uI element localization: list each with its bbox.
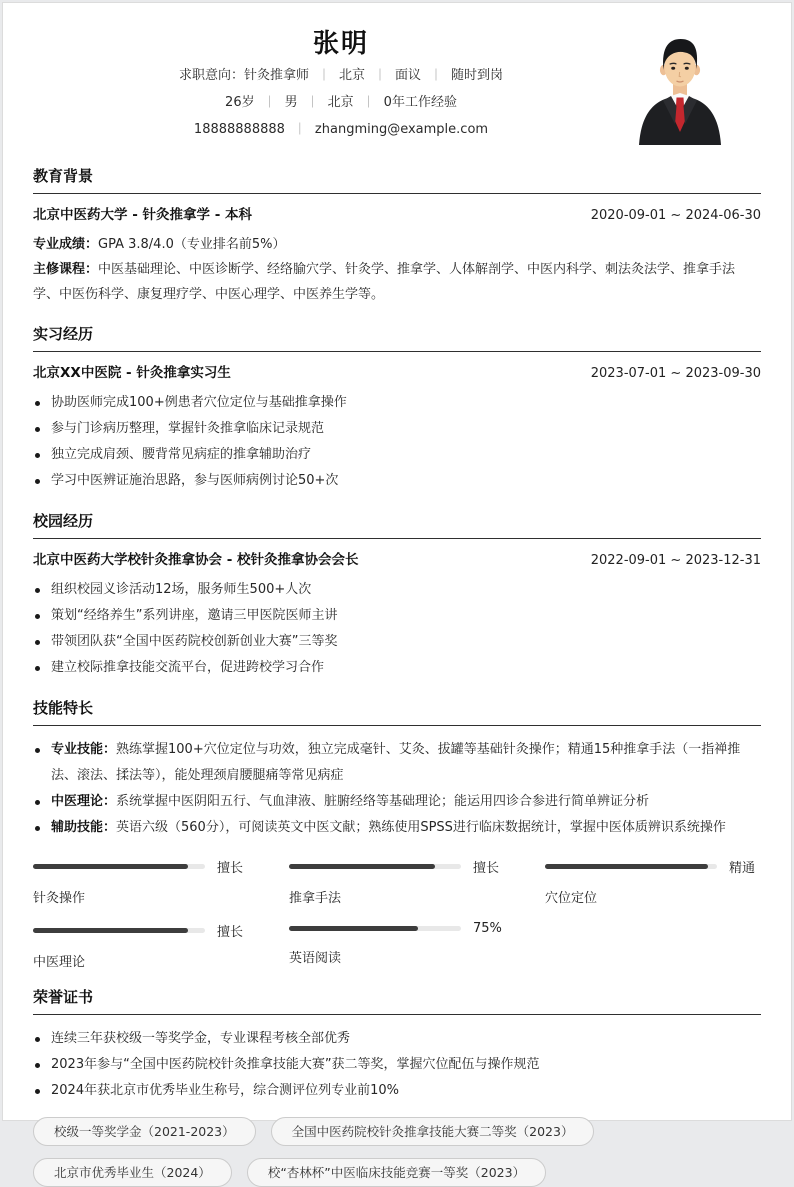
skill-bars-grid: [33, 857, 761, 970]
bullet-text: 协助医师完成100+例患者穴位定位与基础推拿操作: [51, 395, 347, 410]
skill-level-label: 擅长: [217, 861, 244, 876]
bullet-dot-icon: [35, 800, 40, 805]
separator: ｜: [317, 68, 330, 82]
separator: ｜: [373, 68, 386, 82]
section-campus: [33, 512, 761, 681]
section-heading-campus: 校园经历: [33, 512, 761, 539]
bullet-dot-icon: [35, 1037, 40, 1042]
bullet-item: [33, 655, 761, 681]
bullet-item: [33, 577, 761, 603]
skill-bar: [289, 857, 505, 906]
bullet-dot-icon: [35, 748, 40, 753]
section-heading-skills: 技能特长: [33, 699, 761, 726]
education-entry-title: 北京中医药大学 - 针灸推拿学 - 本科: [33, 207, 253, 223]
skill-bar-line: [289, 921, 505, 936]
bullet-item: [33, 815, 761, 841]
section-honors: [33, 988, 761, 1187]
bullet-item: [33, 629, 761, 655]
honor-badge: 校级一等奖学金（2021-2023）: [33, 1117, 256, 1146]
info-row: 主修课程：中医基础理论、中医诊断学、经络腧穴学、针灸学、推拿学、人体解剖学、中医内科学、刺法灸法学、推拿手法学、中医伤科学、康复理疗学、中医心理学、中医养生学等。: [33, 262, 736, 302]
bullet-item: [33, 390, 761, 416]
bullet-dot-icon: [35, 479, 40, 484]
contact-item: 0年工作经验: [383, 95, 457, 110]
skills-bullet-list: [33, 737, 761, 841]
bullet-item: [33, 737, 761, 789]
contact-item: 面议: [395, 68, 422, 83]
section-heading-education: 教育背景: [33, 167, 761, 194]
bullet-text: 参与门诊病历整理，掌握针灸推拿临床记录规范: [51, 421, 325, 436]
bullet-item: [33, 416, 761, 442]
section-education: [33, 167, 761, 307]
info-label: 专业成绩：: [33, 237, 99, 252]
basic-info-line: [33, 90, 649, 115]
separator: ｜: [306, 95, 319, 109]
skill-name: 推拿手法: [289, 891, 342, 906]
skill-level-label: 擅长: [473, 861, 500, 876]
internship-entry-head: [33, 363, 761, 383]
skill-bar-fill: [33, 928, 188, 933]
contact-item: 26岁: [225, 95, 255, 110]
honor-badges: [33, 1117, 761, 1187]
skill-name: 中医理论: [33, 955, 86, 970]
bullet-text: 2023年参与“全国中医药院校针灸推拿技能大赛”获二等奖，掌握穴位配伍与操作规范: [51, 1057, 540, 1072]
bullet-text: 中医理论：系统掌握中医阴阳五行、气血津液、脏腑经络等基础理论；能运用四诊合参进行简单辨证分析: [51, 794, 650, 809]
contact-item: zhangming@example.com: [314, 122, 489, 137]
honor-badge: 校“杏林杯”中医临床技能竞赛一等奖（2023）: [247, 1158, 546, 1187]
contact-item: 北京: [327, 95, 354, 110]
campus-entry-title: 北京中医药大学校针灸推拿协会 - 校针灸推拿协会会长: [33, 552, 359, 568]
bullet-label: 专业技能：: [51, 742, 117, 757]
bullet-dot-icon: [35, 640, 40, 645]
bullet-dot-icon: [35, 588, 40, 593]
skill-bar-line: [289, 857, 505, 876]
section-skills: [33, 699, 761, 970]
skill-bar-track: [33, 928, 205, 933]
skill-bar-track: [545, 864, 717, 869]
bullet-text: 独立完成肩颈、腰背常见病症的推拿辅助治疗: [51, 447, 312, 462]
bullet-text: 2024年获北京市优秀毕业生称号，综合测评位列专业前10%: [51, 1083, 399, 1098]
profile-photo: [632, 30, 728, 145]
bullet-item: [33, 789, 761, 815]
contact-item: 求职意向：针灸推拿师: [178, 68, 309, 83]
bullet-dot-icon: [35, 666, 40, 671]
bullet-text: 组织校园义诊活动12场，服务师生500+人次: [51, 582, 312, 597]
bullet-dot-icon: [35, 401, 40, 406]
section-internship: [33, 325, 761, 494]
portrait-illustration: [632, 30, 728, 145]
separator: ｜: [263, 95, 276, 109]
bullet-item: [33, 442, 761, 468]
bullet-dot-icon: [35, 826, 40, 831]
contact-item: 男: [284, 95, 298, 110]
education-detail-rows: [33, 232, 761, 307]
skill-bar-fill: [289, 864, 435, 869]
bullet-dot-icon: [35, 427, 40, 432]
education-entry-date: 2020-09-01 ~ 2024-06-30: [590, 208, 761, 223]
bullet-dot-icon: [35, 453, 40, 458]
resume-page: [2, 2, 792, 1180]
skill-name: 英语阅读: [289, 951, 342, 966]
internship-entry-title: 北京XX中医院 - 针灸推拿实习生: [33, 365, 231, 381]
skill-bar-fill: [33, 864, 188, 869]
skill-bar: [289, 921, 505, 970]
resume-header: [33, 27, 761, 149]
bullet-text: 带领团队获“全国中医药院校创新创业大赛”三等奖: [51, 634, 338, 649]
honor-badge: 北京市优秀毕业生（2024）: [33, 1158, 232, 1187]
contact-line: [33, 117, 649, 142]
separator: ｜: [362, 95, 375, 109]
skill-bar-line: [33, 921, 249, 940]
candidate-name: 张明: [312, 29, 369, 59]
skill-level-label: 75%: [473, 921, 502, 936]
skill-bar-fill: [545, 864, 708, 869]
skill-bar-track: [289, 926, 461, 931]
campus-entry-date: 2022-09-01 ~ 2023-12-31: [590, 553, 761, 568]
bullet-text: 专业技能：熟练掌握100+穴位定位与功效，独立完成毫针、艾灸、拔罐等基础针灸操作；精通15种推拿手法（一指禅推法、滚法、揉法等），能处理颈肩腰腿痛等常见病症: [51, 742, 741, 783]
info-label: 主修课程：: [33, 262, 99, 277]
campus-bullet-list: [33, 577, 761, 681]
internship-entry-date: 2023-07-01 ~ 2023-09-30: [590, 366, 761, 381]
bullet-text: 辅助技能：英语六级（560分），可阅读英文中医文献；熟练使用SPSS进行临床数据统计，掌握中医体质辨识系统操作: [51, 820, 726, 835]
internship-bullet-list: [33, 390, 761, 494]
contact-item: 随时到岗: [451, 68, 504, 83]
skill-bar: [33, 857, 249, 906]
contact-item: 18888888888: [193, 122, 285, 137]
skill-name: 穴位定位: [545, 891, 598, 906]
skill-name: 针灸操作: [33, 891, 86, 906]
bullet-dot-icon: [35, 614, 40, 619]
skill-level-label: 擅长: [217, 925, 244, 940]
skill-bar: [545, 857, 761, 906]
section-heading-honors: 荣誉证书: [33, 988, 761, 1015]
bullet-item: [33, 1078, 761, 1104]
bullet-dot-icon: [35, 1063, 40, 1068]
bullet-item: [33, 1052, 761, 1078]
skill-bar: [33, 921, 249, 970]
skill-bar-line: [33, 857, 249, 876]
bullet-text: 学习中医辨证施治思路，参与医师病例讨论50+次: [51, 473, 339, 488]
bullet-dot-icon: [35, 1089, 40, 1094]
bullet-text: 连续三年获校级一等奖学金，专业课程考核全部优秀: [51, 1031, 351, 1046]
contact-item: 北京: [338, 68, 365, 83]
skill-bar-line: [545, 857, 761, 876]
skill-bar-track: [33, 864, 205, 869]
bullet-item: [33, 1026, 761, 1052]
education-entry-head: [33, 205, 761, 225]
skill-bar-fill: [289, 926, 418, 931]
bullet-text: 策划“经络养生”系列讲座，邀请三甲医院医师主讲: [51, 608, 338, 623]
separator: ｜: [293, 122, 306, 136]
separator: ｜: [430, 68, 443, 82]
bullet-text: 建立校际推拿技能交流平台，促进跨校学习合作: [51, 660, 325, 675]
bullet-label: 辅助技能：: [51, 820, 117, 835]
honors-bullet-list: [33, 1026, 761, 1104]
info-row: 专业成绩：GPA 3.8/4.0（专业排名前5%）: [33, 237, 286, 252]
campus-entry-head: [33, 550, 761, 570]
bullet-label: 中医理论：: [51, 794, 117, 809]
job-intention-line: [33, 63, 649, 88]
skill-level-label: 精通: [729, 861, 756, 876]
skill-bar-track: [289, 864, 461, 869]
bullet-item: [33, 603, 761, 629]
bullet-item: [33, 468, 761, 494]
section-heading-internship: 实习经历: [33, 325, 761, 352]
honor-badge: 全国中医药院校针灸推拿技能大赛二等奖（2023）: [271, 1117, 595, 1146]
